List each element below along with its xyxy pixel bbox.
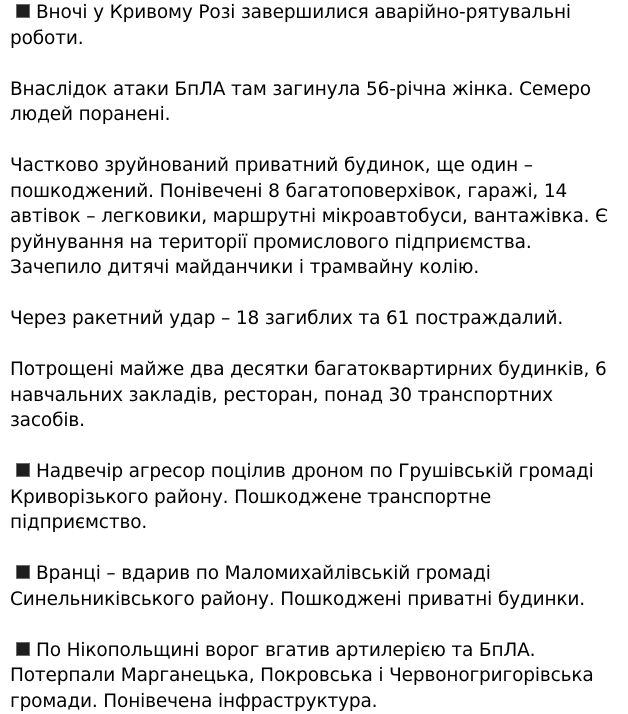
black-square-icon	[16, 565, 30, 579]
paragraph-3	[10, 153, 622, 281]
paragraph-6	[10, 459, 622, 536]
paragraph-5	[10, 357, 622, 434]
paragraph-text: Через ракетний удар – 18 загиблих та 61 постраждалий.	[10, 308, 563, 329]
black-square-icon	[16, 4, 30, 18]
paragraph-8	[10, 638, 622, 714]
paragraph-7	[10, 561, 622, 612]
paragraph-4	[10, 306, 622, 332]
message-body	[10, 0, 622, 714]
paragraph-2	[10, 77, 622, 128]
paragraph-text: Потрощені майже два десятки багатоквартирних будинків, 6 навчальних закладів, ресторан, понад 30 транспортних засобів.	[10, 359, 607, 431]
paragraph-text: Надвечір агресор поцілив дроном по Грушівській громаді Криворізького району. Пошкоджене транспортне підприємство.	[10, 461, 594, 533]
black-square-icon	[16, 463, 30, 477]
paragraph-text: Внаслідок атаки БпЛА там загинула 56-річна жінка. Семеро людей поранені.	[10, 79, 591, 126]
black-square-icon	[16, 642, 30, 656]
paragraph-text: Вранці – вдарив по Маломихайлівській громаді Синельниківського району. Пошкоджені приватні будинки.	[10, 563, 585, 610]
paragraph-text: Частково зруйнований приватний будинок, ще один – пошкоджений. Понівечені 8 багатоповерхівок, гаражі, 14 автівок – легковики, маршрутні мікроавтобуси, вантажівка. Є руйнування на території промислового підприємства. Зачепило дитячі майданчики і трамвайну колію.	[10, 155, 608, 278]
paragraph-text: Вночі у Кривому Розі завершилися аварійно-рятувальні роботи.	[10, 2, 571, 49]
paragraph-text: По Нікопольщині ворог вгатив артилерією та БпЛА. Потерпали Марганецька, Покровська і Червоногригорівська громади. Понівечена інфраструктура.	[10, 640, 594, 712]
paragraph-1	[10, 0, 622, 51]
